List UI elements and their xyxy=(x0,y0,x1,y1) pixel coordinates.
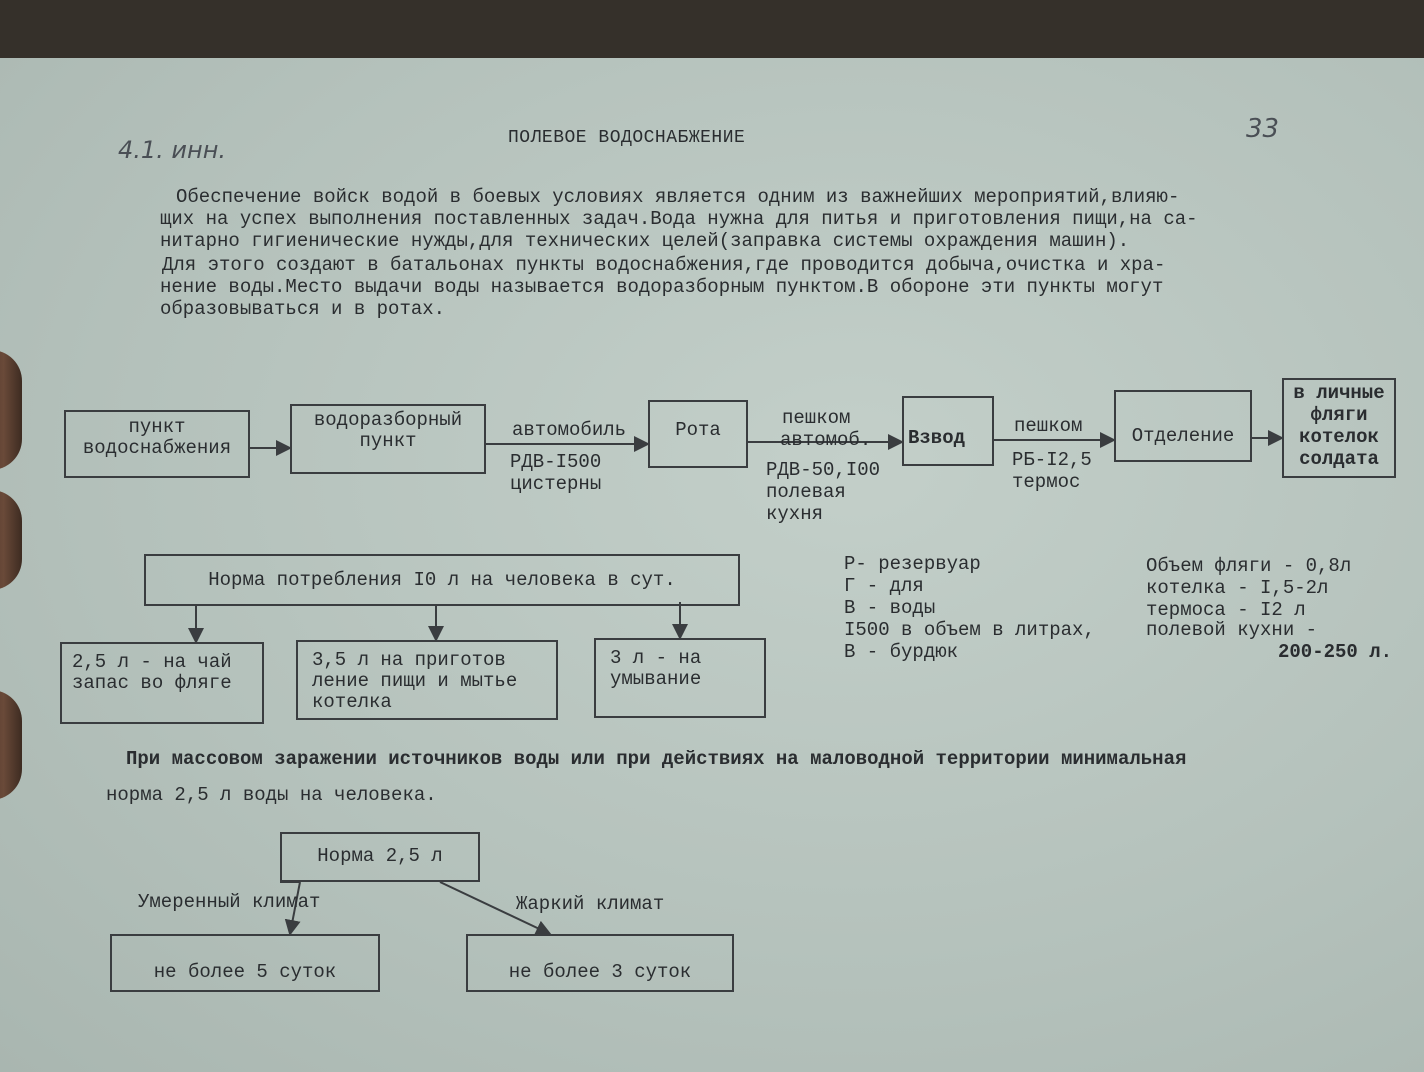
edge-label: кухня xyxy=(766,503,824,525)
norm-item-box xyxy=(296,640,558,720)
norm-item-line: 3 л - на xyxy=(610,647,702,669)
node-label: котелок xyxy=(1299,426,1379,448)
climate-result-box xyxy=(466,934,734,992)
edge-label: РДВ-I500 xyxy=(510,451,602,473)
norm-header-box xyxy=(144,554,740,606)
mass-infection-line: При массовом заражении источников воды или при действиях на маловодной территории минимальная xyxy=(126,748,1187,770)
node-company xyxy=(648,400,748,468)
node-label: водоразборный xyxy=(313,409,463,431)
mass-infection-line: норма 2,5 л воды на человека. xyxy=(106,784,437,806)
edge-label: пешком xyxy=(782,407,851,429)
edge-label: РБ-I2,5 xyxy=(1012,449,1092,471)
node-water-supply-point xyxy=(64,410,250,478)
climate-norm-label: Норма 2,5 л xyxy=(317,845,443,867)
edge-label: автомоб. xyxy=(780,429,872,451)
page-number: 33 xyxy=(1246,114,1280,144)
norm-item-line: 3,5 л на приготов xyxy=(312,649,506,671)
climate-branch-label: Умеренный климат xyxy=(138,891,321,913)
node-water-distribution-point xyxy=(290,404,486,474)
edge-label: полевая xyxy=(766,481,846,503)
legend-line: Г - для xyxy=(844,575,924,597)
legend-line: термоса - I2 л xyxy=(1146,599,1306,621)
climate-result: не более 5 суток xyxy=(153,961,337,983)
edge-label: термос xyxy=(1012,471,1081,493)
legend-line: Р- резервуар xyxy=(844,553,981,575)
node-squad xyxy=(1114,390,1252,462)
intro-line: нение воды.Место выдачи воды называется водоразборным пунктом.В обороне эти пункты могут xyxy=(160,276,1164,298)
legend-line: I500 в объем в литрах, xyxy=(844,619,1095,641)
intro-line: Обеспечение войск водой в боевых условиях является одним из важнейших мероприятий,влияю- xyxy=(176,186,1180,208)
node-label: водоснабжения xyxy=(82,437,232,459)
node-label: солдата xyxy=(1299,448,1379,470)
climate-result-box xyxy=(110,934,380,992)
intro-line: Для этого создают в батальонах пункты водоснабжения,где проводится добыча,очистка и хра- xyxy=(162,254,1166,276)
edge-label: пешком xyxy=(1014,415,1083,437)
norm-item-box xyxy=(60,642,264,724)
norm-item-line: котелка xyxy=(312,691,392,713)
node-label: в личные xyxy=(1293,382,1385,404)
legend-line: котелка - I,5-2л xyxy=(1146,577,1329,599)
legend-line: Объем фляги - 0,8л xyxy=(1146,555,1352,577)
intro-line: нитарно гигиенические нужды,для технических целей(заправка системы охраждения машин). xyxy=(160,230,1130,252)
node-label: фляги xyxy=(1310,404,1368,426)
node-label: Отделение xyxy=(1131,425,1235,447)
norm-header: Норма потребления I0 л на человека в сут. xyxy=(208,569,676,591)
norm-item-line: умывание xyxy=(610,668,702,690)
edge-label: цистерны xyxy=(510,473,602,495)
edge-label: автомобиль xyxy=(512,419,627,441)
legend-line: В - воды xyxy=(844,597,936,619)
node-soldier-flask xyxy=(1282,378,1396,478)
edge-label: РДВ-50,I00 xyxy=(766,459,881,481)
norm-item-line: ление пищи и мытье xyxy=(312,670,518,692)
climate-result: не более 3 суток xyxy=(508,961,692,983)
node-label: пункт xyxy=(128,416,186,438)
climate-norm-box xyxy=(280,832,480,882)
legend-line: полевой кухни - xyxy=(1146,619,1318,641)
climate-branch-label: Жаркий климат xyxy=(516,893,665,915)
page-title: ПОЛЕВОЕ ВОДОСНАБЖЕНИЕ xyxy=(508,128,746,148)
intro-line: образовываться и в ротах. xyxy=(160,298,446,320)
legend-line: 200-250 л. xyxy=(1278,641,1393,663)
norm-item-box xyxy=(594,638,766,718)
node-label: Рота xyxy=(675,419,721,441)
node-label: пункт xyxy=(359,430,417,452)
node-label: Взвод xyxy=(908,427,966,449)
intro-line: щих на успех выполнения поставленных задач.Вода нужна для питья и приготовления пищи,на са- xyxy=(160,208,1198,230)
norm-item-line: 2,5 л - на чай xyxy=(72,651,232,673)
norm-item-line: запас во фляге xyxy=(72,672,232,694)
legend-line: В - бурдюк xyxy=(844,641,959,663)
handwritten-note: 4.1. инн. xyxy=(118,136,227,164)
node-platoon xyxy=(902,396,994,466)
